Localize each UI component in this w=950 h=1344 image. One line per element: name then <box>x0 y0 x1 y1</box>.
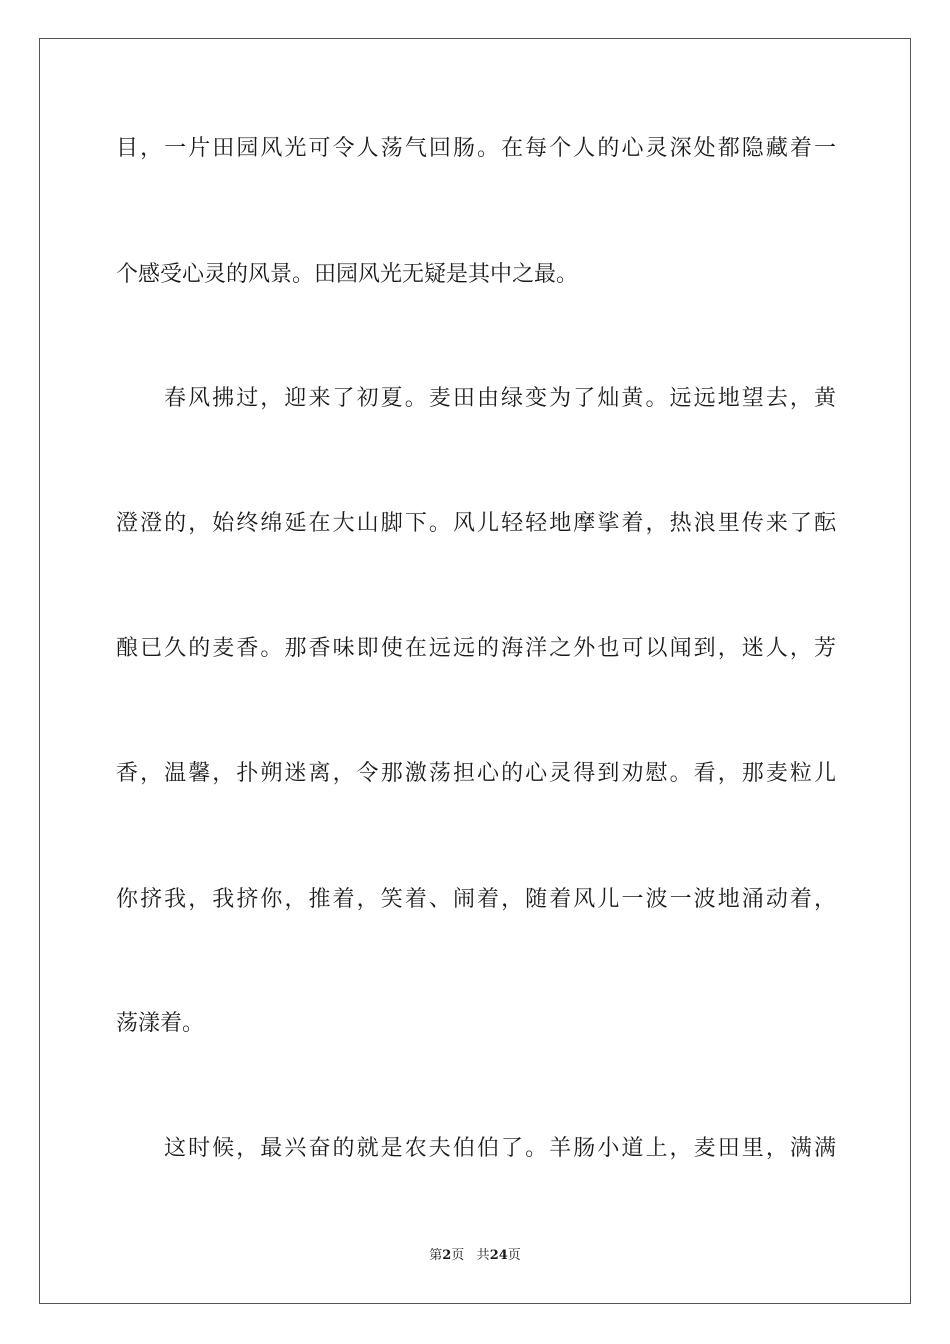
paragraph-line: 目，一片田园风光可令人荡气回肠。在每个人的心灵深处都隐藏着一 <box>116 136 836 161</box>
paragraph-line: 个感受心灵的风景。田园风光无疑是其中之最。 <box>116 262 579 287</box>
total-suffix: 页 <box>507 1248 521 1263</box>
paragraph-line: 澄澄的，始终绵延在大山脚下。风儿轻轻地摩挲着，热浪里传来了酝 <box>116 511 836 536</box>
page-suffix: 页 <box>451 1248 465 1263</box>
page-border <box>39 38 911 1304</box>
page-footer <box>0 1246 950 1266</box>
paragraph-line: 荡漾着。 <box>116 1011 205 1036</box>
paragraph-line: 酿已久的麦香。那香味即使在远远的海洋之外也可以闻到，迷人，芳 <box>116 636 836 661</box>
paragraph-line: 你挤我，我挤你，推着，笑着、闹着，随着风儿一波一波地涌动着， <box>116 887 836 912</box>
total-prefix: 共 <box>476 1248 490 1263</box>
paragraph-line: 香，温馨，扑朔迷离，令那激荡担心的心灵得到劝慰。看，那麦粒儿 <box>116 761 836 786</box>
total-pages: 24 <box>489 1248 508 1263</box>
page-prefix: 第 <box>429 1248 443 1263</box>
page-number: 2 <box>442 1248 452 1263</box>
paragraph-line: 春风拂过，迎来了初夏。麦田由绿变为了灿黄。远远地望去，黄 <box>164 386 836 411</box>
paragraph-line: 这时候，最兴奋的就是农夫伯伯了。羊肠小道上，麦田里，满满 <box>164 1136 836 1161</box>
